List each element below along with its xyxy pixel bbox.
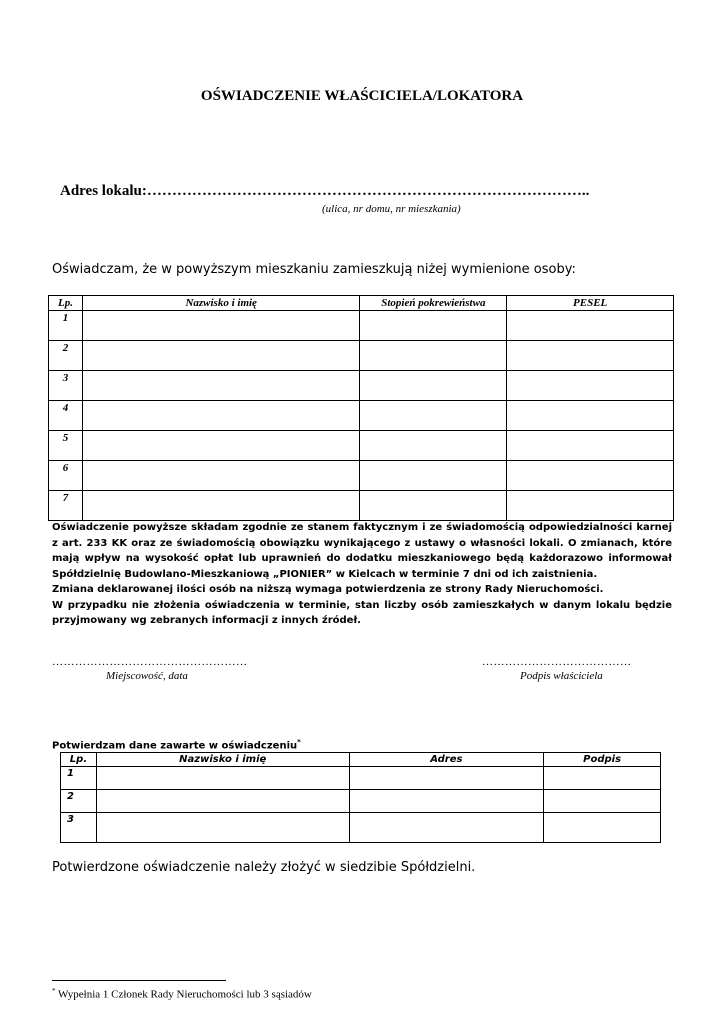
address-cell[interactable] [349, 790, 544, 813]
row-number: 4 [49, 401, 83, 431]
name-cell[interactable] [96, 813, 349, 843]
confirm-table [60, 752, 661, 843]
footnote-text: Wypełnia 1 Członek Rady Nieruchomości lub 3 sąsiadów [55, 988, 312, 1001]
row-number: 5 [49, 431, 83, 461]
row-number: 2 [49, 341, 83, 371]
statement-paragraph: Oświadczenie powyższe składam zgodnie ze stanem faktycznym i ze świadomością odpowiedzialności karnej z art. 233 KK oraz ze świadomością obowiązku wynikającego z ustawy o własności lokali. O zmianach, które mają wpływ na wysokość opłat lub uprawnień do dodatku mieszkaniowego będą każdorazowo informował Spółdzielnię Budowlano-Mieszkaniową „PIONIER” w Kielcach w terminie 7 dni od ich zaistnienia. [52, 522, 672, 580]
relation-cell[interactable] [360, 341, 507, 371]
header-pesel: PESEL [507, 296, 674, 311]
address-cell[interactable] [349, 767, 544, 790]
table-row [49, 311, 674, 341]
declaration-text: Oświadczam, że w powyższym mieszkaniu zamieszkują niżej wymienione osoby: [52, 262, 576, 277]
name-cell[interactable] [82, 431, 359, 461]
relation-cell[interactable] [360, 401, 507, 431]
name-cell[interactable] [82, 401, 359, 431]
relation-cell[interactable] [360, 311, 507, 341]
row-number: 3 [49, 371, 83, 401]
address-hint: (ulica, nr domu, nr mieszkania) [322, 203, 461, 215]
owner-signature-label: Podpis właściciela [520, 670, 603, 682]
signature-cell[interactable] [544, 790, 661, 813]
table-row [49, 461, 674, 491]
owner-signature-field[interactable]: ………………………………… [482, 656, 632, 668]
header-name: Nazwisko i imię [96, 753, 349, 767]
row-number: 7 [49, 491, 83, 521]
signature-cell[interactable] [544, 813, 661, 843]
name-cell[interactable] [96, 790, 349, 813]
pesel-cell[interactable] [507, 341, 674, 371]
row-number: 3 [61, 813, 97, 843]
pesel-cell[interactable] [507, 461, 674, 491]
statement-paragraph: W przypadku nie złożenia oświadczenia w terminie, stan liczby osób zamieszkałych w danym lokalu będzie przyjmowany wg zebranych informacji z innych źródeł. [52, 599, 672, 626]
statement-paragraph: Zmiana deklarowanej ilości osób na niższą wymaga potwierdzenia ze strony Rady Nieruchomości. [52, 584, 604, 595]
address-label: Adres lokalu: [60, 183, 147, 199]
table-row [49, 431, 674, 461]
name-cell[interactable] [82, 311, 359, 341]
header-name: Nazwisko i imię [82, 296, 359, 311]
table-row [61, 813, 661, 843]
table-row [61, 767, 661, 790]
row-number: 2 [61, 790, 97, 813]
name-cell[interactable] [82, 461, 359, 491]
submit-note: Potwierdzone oświadczenie należy złożyć w siedzibie Spółdzielni. [52, 860, 476, 875]
address-line [60, 183, 589, 200]
confirm-table-header [61, 753, 661, 767]
row-number: 1 [49, 311, 83, 341]
header-address: Adres [349, 753, 544, 767]
place-date-field[interactable]: …………………………………………… [52, 656, 248, 668]
table-row [49, 491, 674, 521]
header-lp: Lp. [61, 753, 97, 767]
pesel-cell[interactable] [507, 371, 674, 401]
pesel-cell[interactable] [507, 401, 674, 431]
confirm-heading [52, 738, 301, 751]
place-date-label: Miejscowość, data [106, 670, 188, 682]
row-number: 6 [49, 461, 83, 491]
pesel-cell[interactable] [507, 491, 674, 521]
pesel-cell[interactable] [507, 431, 674, 461]
header-lp: Lp. [49, 296, 83, 311]
relation-cell[interactable] [360, 371, 507, 401]
persons-table-header [49, 296, 674, 311]
address-cell[interactable] [349, 813, 544, 843]
signature-cell[interactable] [544, 767, 661, 790]
relation-cell[interactable] [360, 491, 507, 521]
table-row [49, 371, 674, 401]
table-row [49, 341, 674, 371]
footnote-marker: * [297, 738, 301, 746]
table-row [61, 790, 661, 813]
document-title: OŚWIADCZENIE WŁAŚCICIELA/LOKATORA [200, 88, 524, 104]
persons-table [48, 295, 674, 521]
address-fill-dots[interactable]: …………………………………………………………………………….. [146, 183, 590, 199]
name-cell[interactable] [96, 767, 349, 790]
relation-cell[interactable] [360, 461, 507, 491]
name-cell[interactable] [82, 371, 359, 401]
confirm-heading-text: Potwierdzam dane zawarte w oświadczeniu [52, 740, 298, 752]
statement-block [52, 520, 672, 629]
footnote [52, 987, 312, 1001]
footnote-marker: * [52, 987, 56, 995]
header-relation: Stopień pokrewieństwa [360, 296, 507, 311]
name-cell[interactable] [82, 491, 359, 521]
row-number: 1 [61, 767, 97, 790]
relation-cell[interactable] [360, 431, 507, 461]
table-row [49, 401, 674, 431]
header-signature: Podpis [544, 753, 661, 767]
name-cell[interactable] [82, 341, 359, 371]
footnote-divider [52, 980, 226, 981]
pesel-cell[interactable] [507, 311, 674, 341]
